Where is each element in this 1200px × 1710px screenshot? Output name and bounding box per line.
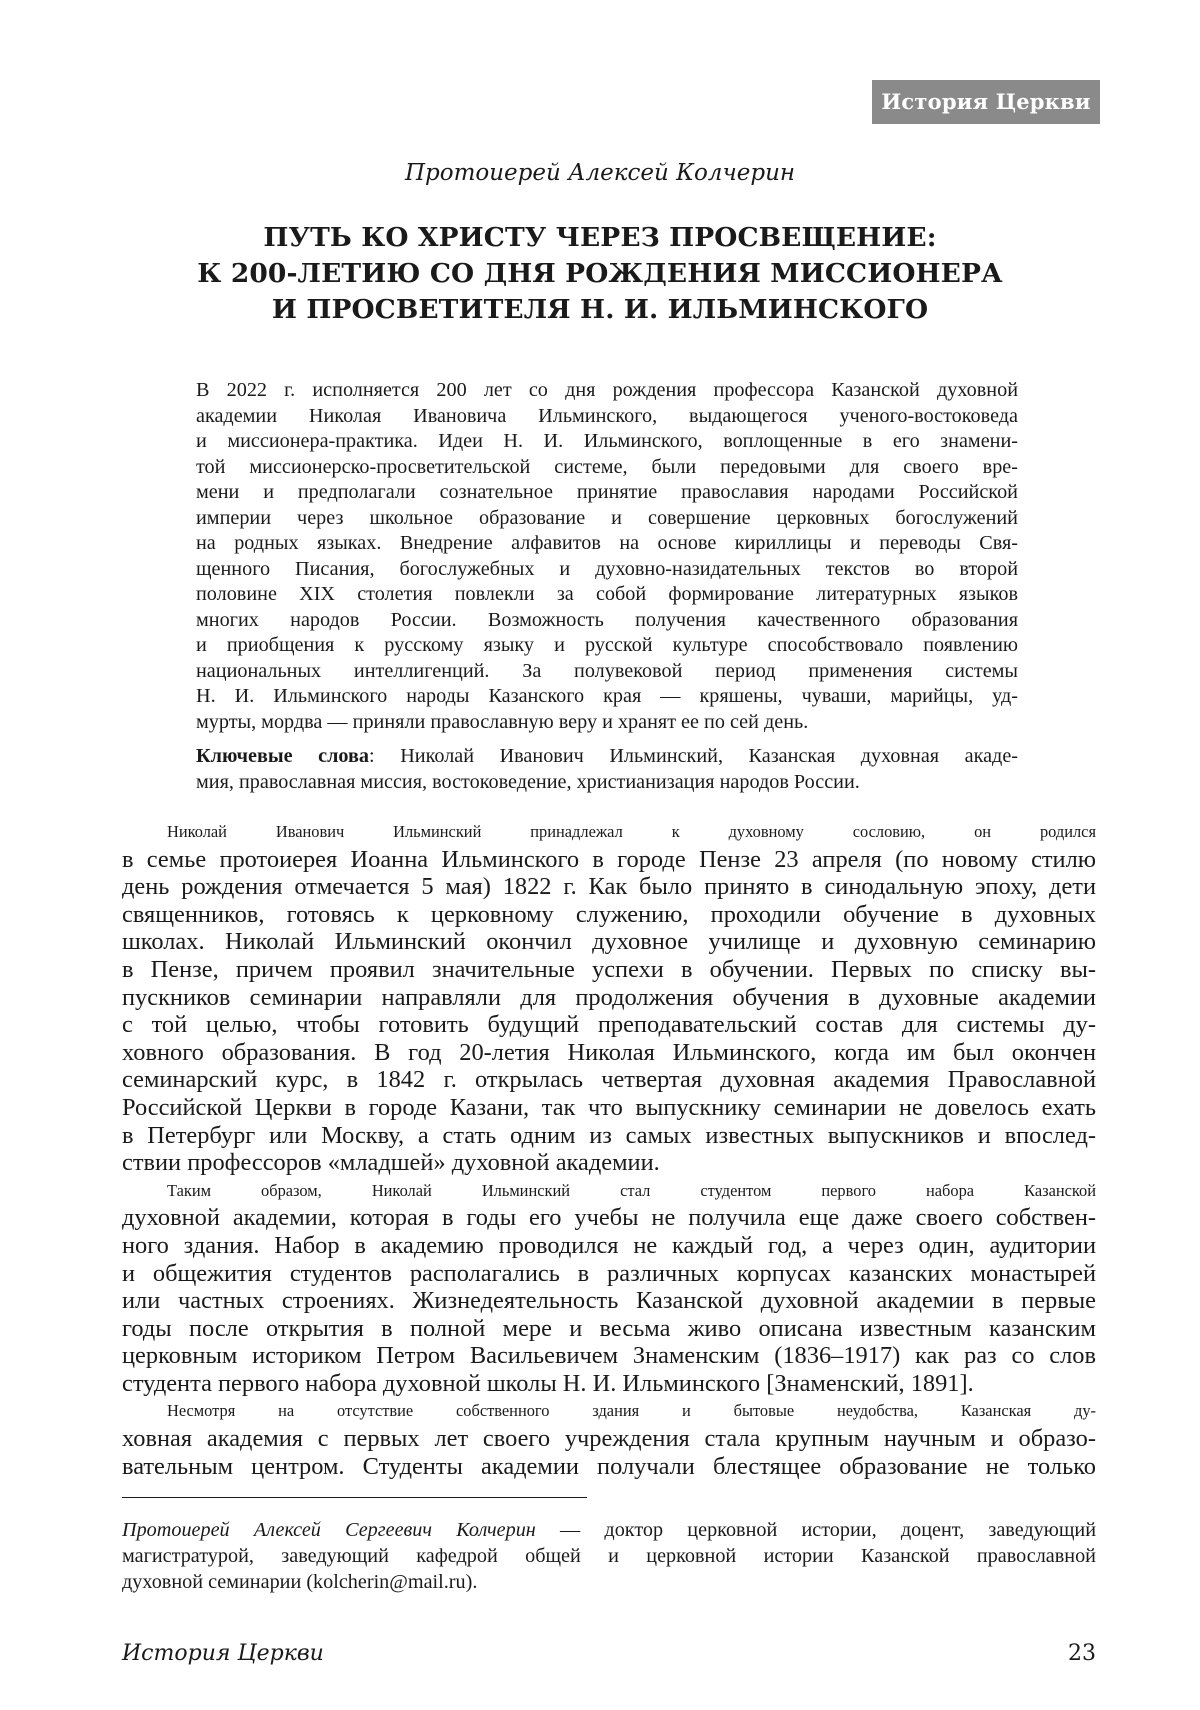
abstract-line: академии Николая Ивановича Ильминского, выдающегося ученого-востоковеда [196, 404, 1018, 427]
abstract-line: империи через школьное образование и совершение церковных богослужений [196, 506, 1018, 529]
abstract-line: многих народов России. Возможность получения качественного образования [196, 608, 1018, 631]
body-line: в Петербург или Москву, а стать одним из самых известных выпускников и впослед- [122, 1121, 1096, 1149]
abstract-line: щенного Писания, богослужебных и духовно-назидательных текстов во второй [196, 557, 1018, 580]
abstract-line: и приобщения к русскому языку и русской культуре способствовало появлению [196, 634, 1018, 656]
body-line: Николай Иванович Ильминский принадлежал к духовному сословию, он родился [167, 822, 1096, 841]
footnote-line [122, 1518, 1096, 1544]
title-line: ПУТЬ КО ХРИСТУ ЧЕРЕЗ ПРОСВЕЩЕНИЕ: [263, 222, 937, 253]
body-line: в семье протоиерея Иоанна Ильминского в городе Пензе 23 апреля (по новому стилю [122, 845, 1096, 873]
body-line: ховного образования. В год 20-летия Николая Ильминского, когда им был окончен [122, 1038, 1096, 1066]
section-tab: История Церкви [872, 80, 1100, 124]
body-line: годы после открытия в полной мере и весьма живо описана известным казанским [122, 1314, 1096, 1342]
body-line: ного здания. Набор в академию проводился не каждый год, а через один, аудитории [122, 1231, 1096, 1259]
body-line: ховная академия с первых лет своего учреждения стала крупным научным и образо- [122, 1425, 1096, 1453]
body-line: вательным центром. Студенты академии получали блестящее образование не только [122, 1452, 1096, 1480]
keywords [196, 744, 1018, 795]
keywords-label: Ключевые слова [196, 745, 370, 767]
body-line: священников, готовясь к церковному служению, проходили обучение в духовных [122, 900, 1096, 928]
keywords-line [196, 744, 1018, 770]
article-body [122, 818, 1096, 1480]
body-line: студента первого набора духовной школы Н. И. Ильминского [Знаменский, 1891]. [122, 1369, 974, 1397]
body-line: семинарский курс, в 1842 г. открылась четвертая духовная академия Православной [122, 1066, 1096, 1094]
keywords-line: мия, православная миссия, востоковедение, христианизация народов России. [196, 770, 860, 793]
keywords-text: : Николай Иванович Ильминский, Казанская духовная акаде- [369, 745, 1019, 767]
abstract-line: В 2022 г. исполняется 200 лет со дня рождения профессора Казанской духовной [196, 379, 1018, 401]
abstract-line: на родных языках. Внедрение алфавитов на основе кириллицы и переводы Свя- [196, 532, 1018, 554]
body-line: Российской Церкви в городе Казани, так что выпускнику семинарии не довелось ехать [122, 1093, 1096, 1121]
body-line: или частных строениях. Жизнедеятельность Казанской духовной академии в первые [122, 1287, 1096, 1315]
abstract-line: мурты, мордва — приняли православную веру и хранят ее по сей день. [196, 710, 809, 733]
footnote-text: — доктор церковной истории, доцент, заведующий [535, 1519, 1097, 1541]
footnote-line: духовной семинарии (kolcherin@mail.ru). [122, 1570, 478, 1593]
body-line: в Пензе, причем проявил значительные успехи в обучении. Первых по списку вы- [122, 955, 1096, 983]
body-line: пускников семинарии направляли для продолжения обучения в духовные академии [122, 983, 1096, 1011]
title-line: К 200-ЛЕТИЮ СО ДНЯ РОЖДЕНИЯ МИССИОНЕРА [197, 258, 1003, 289]
footnote-line: магистратурой, заведующий кафедрой общей и церковной истории Казанской православной [122, 1544, 1096, 1567]
abstract-line: той миссионерско-просветительской системе, были передовыми для своего вре- [196, 455, 1018, 478]
body-line: с той целью, чтобы готовить будущий преподавательский состав для системы ду- [122, 1011, 1096, 1039]
author-footnote [122, 1518, 1096, 1595]
body-line: ствии профессоров «младшей» духовной академии. [122, 1149, 660, 1177]
journal-footer: История Церкви [122, 1641, 324, 1666]
body-line: церковным историком Петром Васильевичем Знаменским (1836–1917) как раз со слов [122, 1342, 1096, 1370]
abstract-line: Н. И. Ильминского народы Казанского края — кряшены, чуваши, марийцы, уд- [196, 685, 1018, 707]
body-line: духовной академии, которая в годы его учебы не получила еще даже своего собствен- [122, 1204, 1096, 1232]
page-number: 23 [1068, 1641, 1096, 1666]
body-line: и общежития студентов располагались в различных корпусах казанских монастырей [122, 1259, 1096, 1287]
article-author: Протоиерей Алексей Колчерин [404, 160, 796, 186]
abstract-line: мени и предполагали сознательное принятие православия народами Российской [196, 481, 1018, 503]
body-line: день рождения отмечается 5 мая) 1822 г. Как было принято в синодальную эпоху, дети [122, 873, 1096, 901]
footnote-author-name: Протоиерей Алексей Сергеевич Колчерин [122, 1519, 536, 1541]
body-line: школах. Николай Ильминский окончил духовное училище и духовную семинарию [122, 928, 1096, 956]
abstract-line: половине XIX столетия повлекли за собой формирование литературных языков [196, 583, 1018, 605]
body-line: Таким образом, Николай Ильминский стал студентом первого набора Казанской [167, 1180, 1096, 1200]
title-line: И ПРОСВЕТИТЕЛЯ Н. И. ИЛЬМИНСКОГО [271, 294, 929, 325]
abstract-line: национальных интеллигенций. За полувековой период применения системы [196, 659, 1018, 682]
article-title [120, 220, 1080, 328]
body-line: Несмотря на отсутствие собственного здания и бытовые неудобства, Казанская ду- [167, 1401, 1096, 1421]
footnote-divider [122, 1497, 587, 1498]
abstract-line: и миссионера-практика. Идеи Н. И. Ильминского, воплощенные в его знамени- [196, 430, 1018, 452]
abstract [196, 378, 1018, 735]
